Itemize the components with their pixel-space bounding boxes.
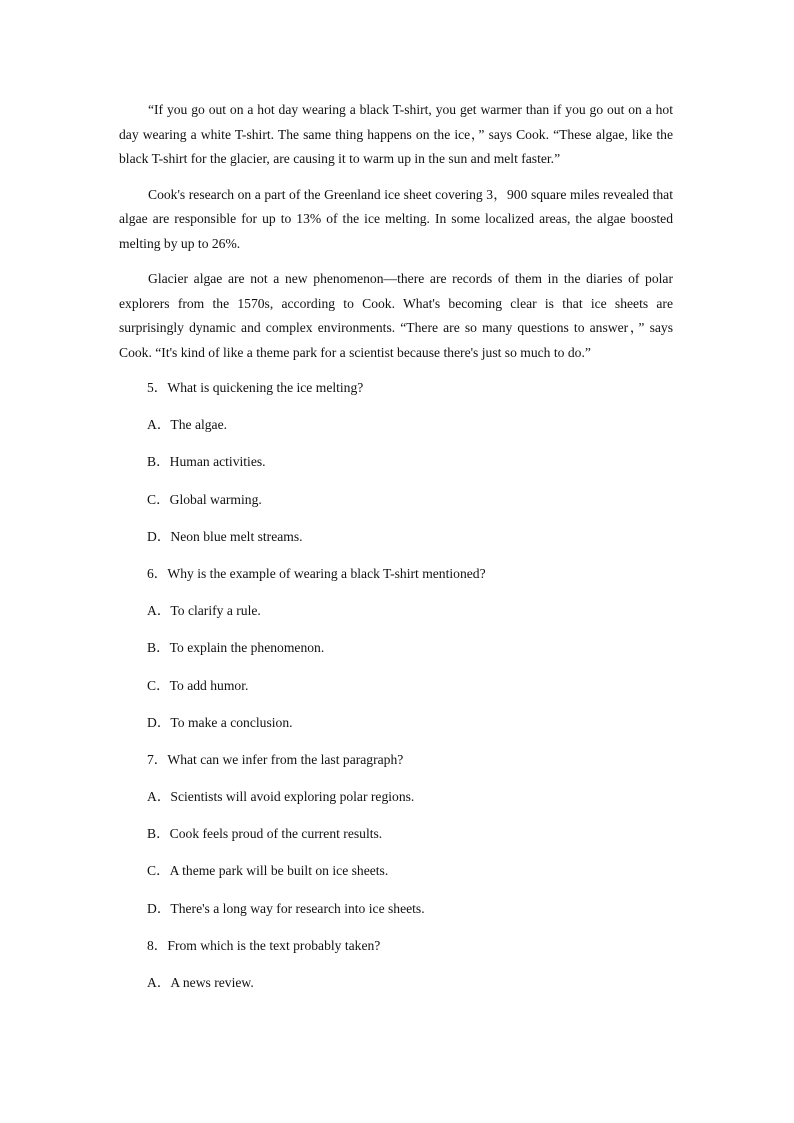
- question-7-option-d: D．There's a long way for research into ice sheets.: [147, 900, 425, 916]
- passage-paragraph-2: Cook's research on a part of the Greenland ice sheet covering 3，900 square miles revealed that algae are responsible for up to 13% of the ice melting. In some localized areas, the algae boosted melting by up to 26%.: [119, 186, 673, 251]
- question-5-option-c: C．Global warming.: [147, 491, 262, 507]
- question-7-option-c: C．A theme park will be built on ice sheets.: [147, 863, 389, 879]
- question-6-option-c: C．To add humor.: [147, 677, 249, 693]
- question-6-option-a: A．To clarify a rule.: [147, 603, 261, 619]
- question-7-option-a: A．Scientists will avoid exploring polar regions.: [147, 789, 415, 805]
- question-6-option-d: D．To make a conclusion.: [147, 714, 293, 730]
- question-5-option-a: A．The algae.: [147, 417, 228, 433]
- question-5-option-d: D．Neon blue melt streams.: [147, 528, 303, 544]
- question-8-stem: 8．From which is the text probably taken?: [147, 937, 381, 953]
- document-page: [119, 98, 673, 1008]
- passage-paragraph-3: Glacier algae are not a new phenomenon—there are records of them in the diaries of polar explorers from the 1570s, according to Cook. What's becoming clear is that ice sheets are surprisingly dynamic and complex environments. “There are so many questions to answer，” says Cook. “It's kind of like a theme park for a scientist because there's just so much to do.”: [119, 271, 673, 360]
- passage-paragraph-1: “If you go out on a hot day wearing a black T-shirt, you get warmer than if you go out on a hot day wearing a white T-shirt. The same thing happens on the ice，” says Cook. “These algae, like the black T-shirt for the glacier, are causing it to warm up in the sun and melt faster.”: [119, 102, 673, 166]
- question-7-stem: 7．What can we infer from the last paragraph?: [147, 751, 404, 767]
- question-6-stem: 6．Why is the example of wearing a black T-shirt mentioned?: [147, 565, 486, 581]
- question-7-option-b: B．Cook feels proud of the current results.: [147, 826, 383, 842]
- question-8-option-a: A．A news review.: [147, 975, 254, 990]
- question-5-option-b: B．Human activities.: [147, 454, 266, 470]
- question-5-stem: 5．What is quickening the ice melting?: [147, 380, 364, 395]
- question-6-option-b: B．To explain the phenomenon.: [147, 640, 325, 656]
- questions-section: [147, 376, 673, 1008]
